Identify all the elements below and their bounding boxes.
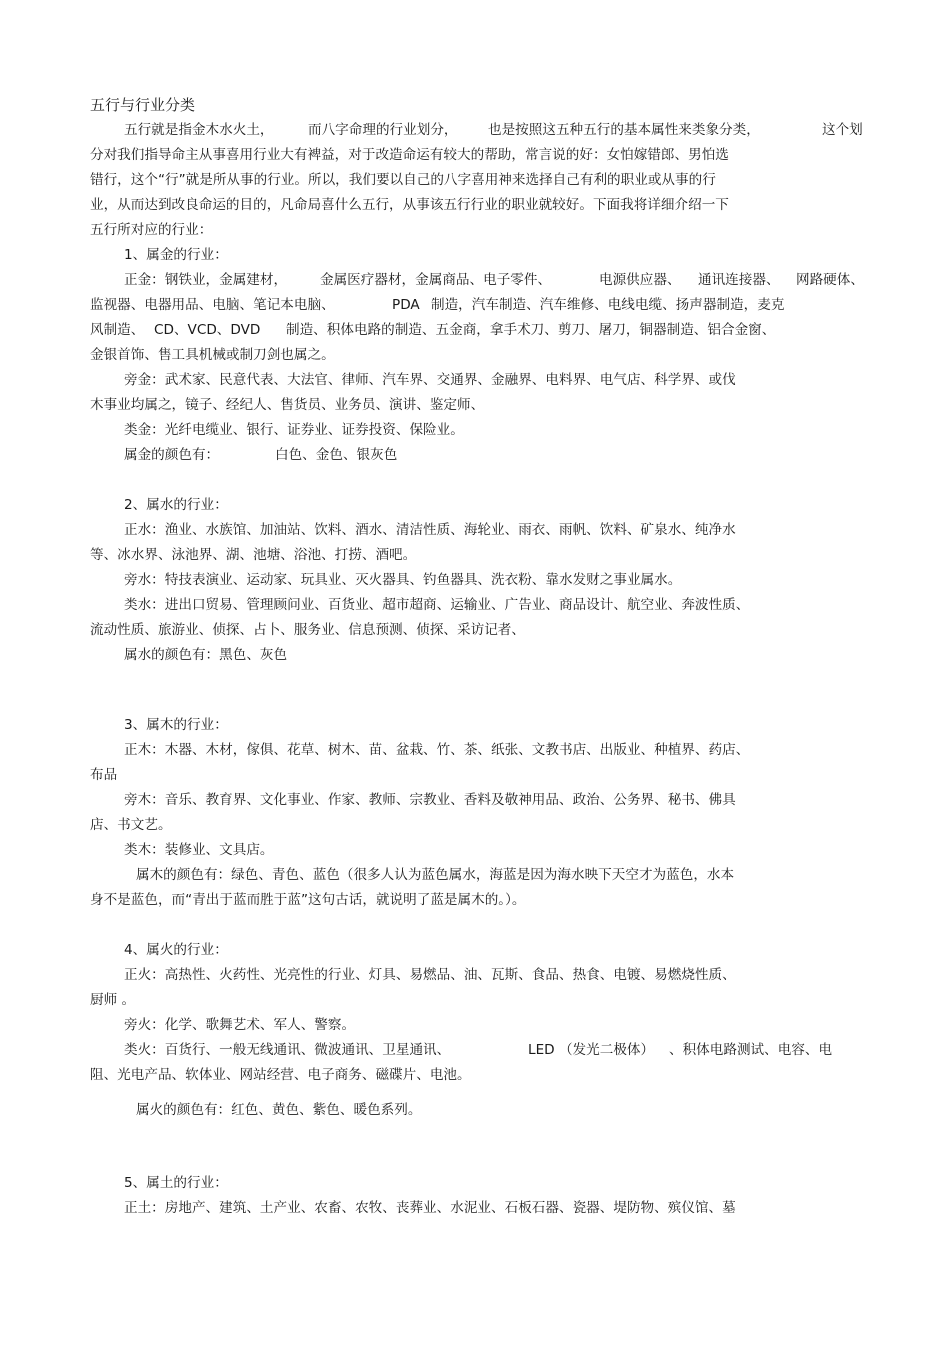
text-line: 布品 [90,767,118,783]
text-line: 旁金：武术家、民意代表、大法官、律师、汽车界、交通界、金融界、电料界、电气店、科学界、或伐 [124,372,736,388]
text-segment: 属金的颜色有： [124,447,220,463]
text-line: 业，从而达到改良命运的目的，凡命局喜什么五行，从事该五行行业的职业就较好。下面我将详细介绍一下 [90,197,729,213]
text-line [124,121,863,139]
text-line [90,321,776,339]
section-heading-wood: 3、属木的行业： [124,717,228,733]
text-line: 木事业均属之，镜子、经纪人、售货员、业务员、演讲、鉴定师、 [90,397,485,413]
text-segment: 制造，汽车制造、汽车维修、电线电缆、扬声器制造，麦克 [431,297,785,313]
text-line: 错行，这个“行”就是所从事的行业。所以，我们要以自己的八字喜用神来选择自己有利的职业或从事的行 [90,172,716,188]
section-heading-fire: 4、属火的行业： [124,942,228,958]
text-segment: 监视器、电器用品、电脑、笔记本电脑、 [90,297,335,313]
text-line: 金银首饰、售工具机械或制刀剑也属之。 [90,347,335,363]
text-line: 旁火：化学、歌舞艺术、军人、警察。 [124,1017,356,1033]
text-segment: PDA [392,297,420,313]
text-line: 五行所对应的行业： [90,222,213,238]
text-line: 分对我们指导命主从事喜用行业大有裨益，对于改造命运有较大的帮助，常言说的好：女怕嫁错郎、男怕选 [90,147,729,163]
text-segment: 而八字命理的行业划分， [308,122,458,138]
text-line: 类水：进出口贸易、管理顾问业、百货业、超市超商、运输业、广告业、商品设计、航空业、奔波性质、 [124,597,750,613]
text-line [90,296,785,314]
text-line: 正土：房地产、建筑、土产业、农畜、农牧、丧葬业、水泥业、石板石器、瓷器、堤防物、殡仪馆、墓 [124,1200,736,1216]
text-segment: 白色、金色、银灰色 [275,447,398,463]
text-line: 流动性质、旅游业、侦探、占卜、服务业、信息预测、侦探、采访记者、 [90,622,525,638]
text-line: 店、书文艺。 [90,817,172,833]
text-line [124,271,864,289]
text-line: 属火的颜色有：红色、黄色、紫色、暖色系列。 [136,1102,422,1118]
text-line: 旁木：音乐、教育界、文化事业、作家、教师、宗教业、香料及敬神用品、政治、公务界、秘书、佛具 [124,792,736,808]
text-segment: 这个划 [822,122,863,138]
section-heading-metal: 1、属金的行业： [124,247,228,263]
text-line: 厨师 。 [90,992,136,1008]
text-line: 正火：高热性、火药性、光亮性的行业、灯具、易燃品、油、瓦斯、食品、热食、电镀、易燃烧性质、 [124,967,736,983]
text-segment: 电源供应器、 [599,272,681,288]
document-title: 五行与行业分类 [90,96,196,114]
text-segment: 金属医疗器材，金属商品、电子零件、 [320,272,552,288]
text-line: 正水：渔业、水族馆、加油站、饮料、酒水、清洁性质、海轮业、雨衣、雨帆、饮料、矿泉水、纯净水 [124,522,736,538]
text-line: 等、冰水界、泳池界、湖、池塘、浴池、打捞、酒吧。 [90,547,417,563]
text-segment: 正金：钢铁业，金属建材， [124,272,288,288]
text-line: 属木的颜色有：绿色、青色、蓝色（很多人认为蓝色属水，海蓝是因为海水映下天空才为蓝色，水本 [136,867,735,883]
text-line: 阻、光电产品、软体业、网站经营、电子商务、磁碟片、电池。 [90,1067,471,1083]
text-line [124,446,398,464]
text-line: 类金：光纤电缆业、银行、证券业、证券投资、保险业。 [124,422,464,438]
text-line: 属水的颜色有：黑色、灰色 [124,647,288,663]
text-segment: 五行就是指金木水火土， [124,122,274,138]
text-segment: CD、VCD、DVD [154,322,261,338]
text-segment: 也是按照这五种五行的基本属性来类象分类， [488,122,760,138]
text-segment: 风制造、 [90,322,145,338]
section-heading-earth: 5、属土的行业： [124,1175,228,1191]
section-heading-water: 2、属水的行业： [124,497,228,513]
text-line: 正木：木器、木材，傢俱、花草、树木、苗、盆栽、竹、茶、纸张、文教书店、出版业、种植界、药店、 [124,742,750,758]
text-segment: 通讯连接器、 [698,272,780,288]
text-line [124,1041,833,1059]
text-segment: 类火：百货行、一般无线通讯、微波通讯、卫星通讯、 [124,1042,451,1058]
text-line: 类木：装修业、文具店。 [124,842,274,858]
text-segment: 、积体电路测试、电容、电 [669,1042,833,1058]
text-segment: LED （发光二极体） [528,1042,655,1058]
text-line: 旁水：特技表演业、运动家、玩具业、灭火器具、钓鱼器具、洗衣粉、靠水发财之事业属水。 [124,572,682,588]
text-segment: 网路硬体、 [796,272,864,288]
text-line: 身不是蓝色，而“青出于蓝而胜于蓝”这句古话，就说明了蓝是属木的。）。 [90,892,526,908]
text-segment: 制造、积体电路的制造、五金商，拿手术刀、剪刀、屠刀，铜器制造、铝合金窗、 [286,322,776,338]
